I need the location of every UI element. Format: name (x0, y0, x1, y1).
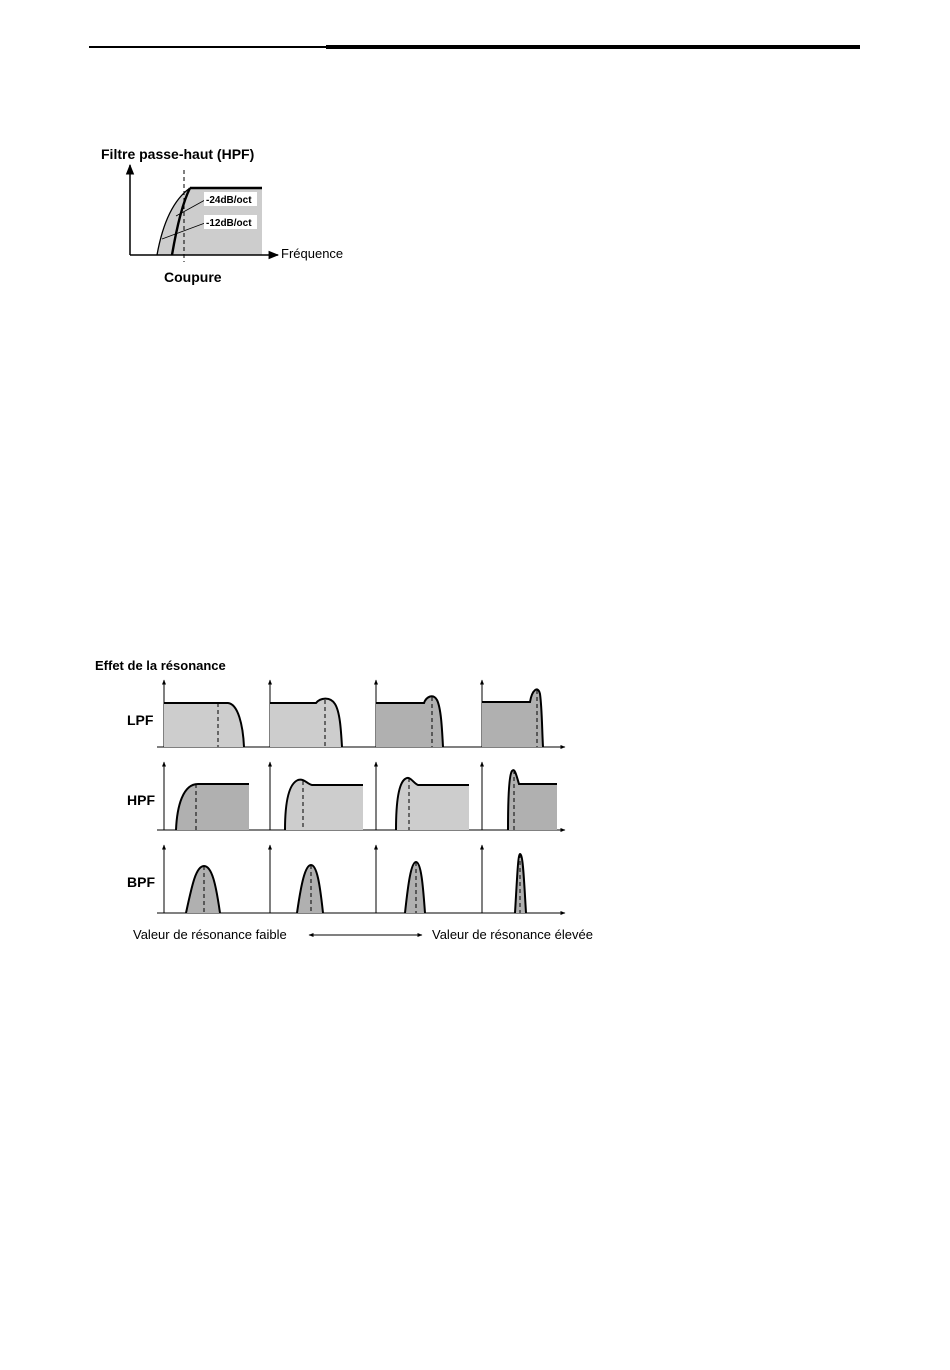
bpf-row (157, 845, 565, 913)
high-resonance-label: Valeur de résonance élevée (432, 927, 593, 942)
hpf-diagram (101, 146, 343, 285)
row-label-bpf: BPF (127, 874, 155, 890)
lpf-row (157, 680, 565, 747)
label-24db: -24dB/oct (206, 195, 252, 206)
low-resonance-label: Valeur de résonance faible (133, 927, 287, 942)
resonance-title: Effet de la résonance (95, 658, 226, 673)
hpf-title: Filtre passe-haut (HPF) (101, 146, 255, 162)
row-label-lpf: LPF (127, 712, 154, 728)
x-axis-label: Fréquence (281, 246, 344, 261)
resonance-diagram (95, 658, 593, 942)
label-12db: -12dB/oct (206, 218, 252, 229)
row-label-hpf: HPF (127, 792, 155, 808)
hpf-row (157, 762, 565, 830)
cutoff-label: Coupure (164, 269, 222, 285)
